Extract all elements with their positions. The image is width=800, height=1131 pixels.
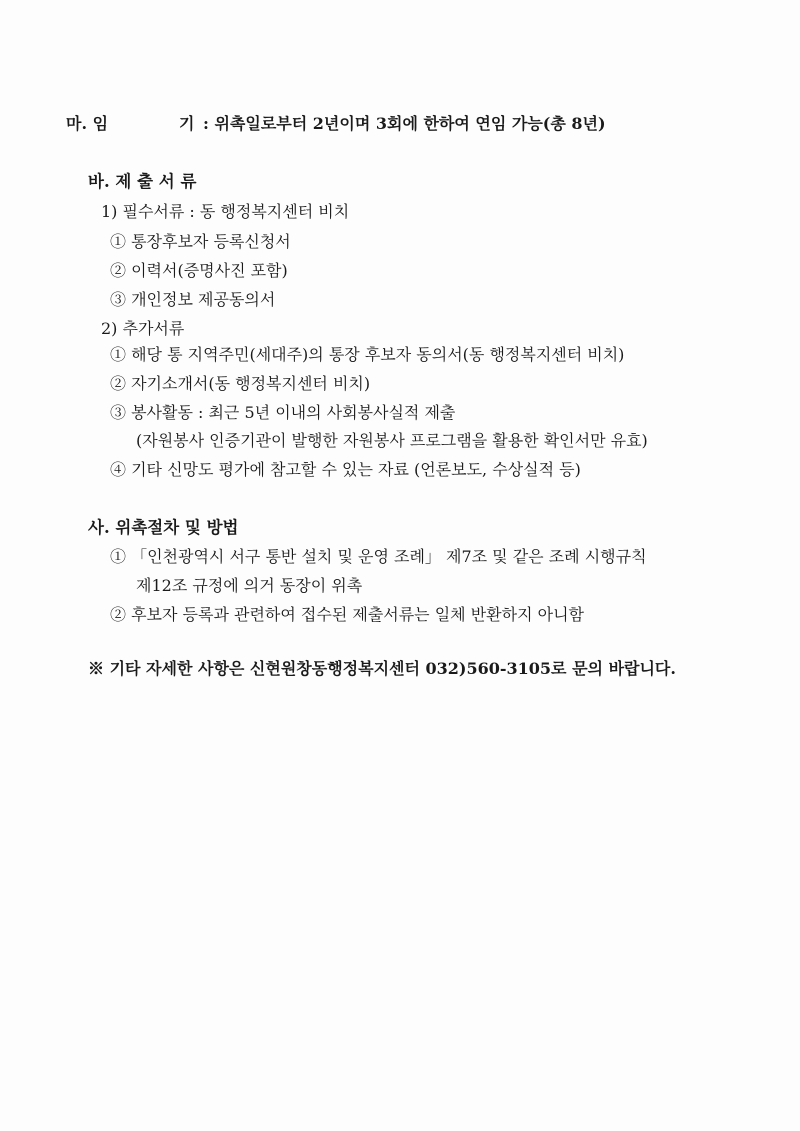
- required-item-2: ② 이력서(증명사진 포함): [110, 261, 288, 280]
- required-item-1: ① 통장후보자 등록신청서: [110, 232, 291, 251]
- additional-item-3: ③ 봉사활동 : 최근 5년 이내의 사회봉사실적 제출: [110, 403, 456, 422]
- term-label-b: 기: [179, 114, 195, 133]
- additional-title: 2) 추가서류: [101, 319, 185, 338]
- term-label-a: 마. 임: [66, 114, 109, 133]
- procedure-heading: 사. 위촉절차 및 방법: [88, 518, 239, 537]
- procedure-item-2: ② 후보자 등록과 관련하여 접수된 제출서류는 일체 반환하지 아니함: [110, 605, 585, 624]
- additional-item-4: ④ 기타 신망도 평가에 참고할 수 있는 자료 (언론보도, 수상실적 등): [110, 460, 581, 479]
- required-item-3: ③ 개인정보 제공동의서: [110, 290, 276, 309]
- term-text: : 위촉일로부터 2년이며 3회에 한하여 연임 가능(총 8년): [203, 114, 606, 133]
- additional-item-3-note: (자원봉사 인증기관이 발행한 자원봉사 프로그램을 활용한 확인서만 유효): [136, 431, 648, 450]
- procedure-item-1: ① 「인천광역시 서구 통반 설치 및 운영 조례」 제7조 및 같은 조례 시행규칙: [110, 547, 647, 566]
- additional-item-2: ② 자기소개서(동 행정복지센터 비치): [110, 374, 371, 393]
- contact-notice: ※ 기타 자세한 사항은 신현원창동행정복지센터 032)560-3105로 문의 바랍니다.: [88, 659, 676, 678]
- required-title: 1) 필수서류 : 동 행정복지센터 비치: [101, 202, 350, 221]
- procedure-item-1-cont: 제12조 규정에 의거 동장이 위촉: [136, 576, 363, 595]
- additional-item-1: ① 해당 통 지역주민(세대주)의 통장 후보자 동의서(동 행정복지센터 비치): [110, 345, 625, 364]
- documents-heading: 바. 제 출 서 류: [88, 172, 197, 191]
